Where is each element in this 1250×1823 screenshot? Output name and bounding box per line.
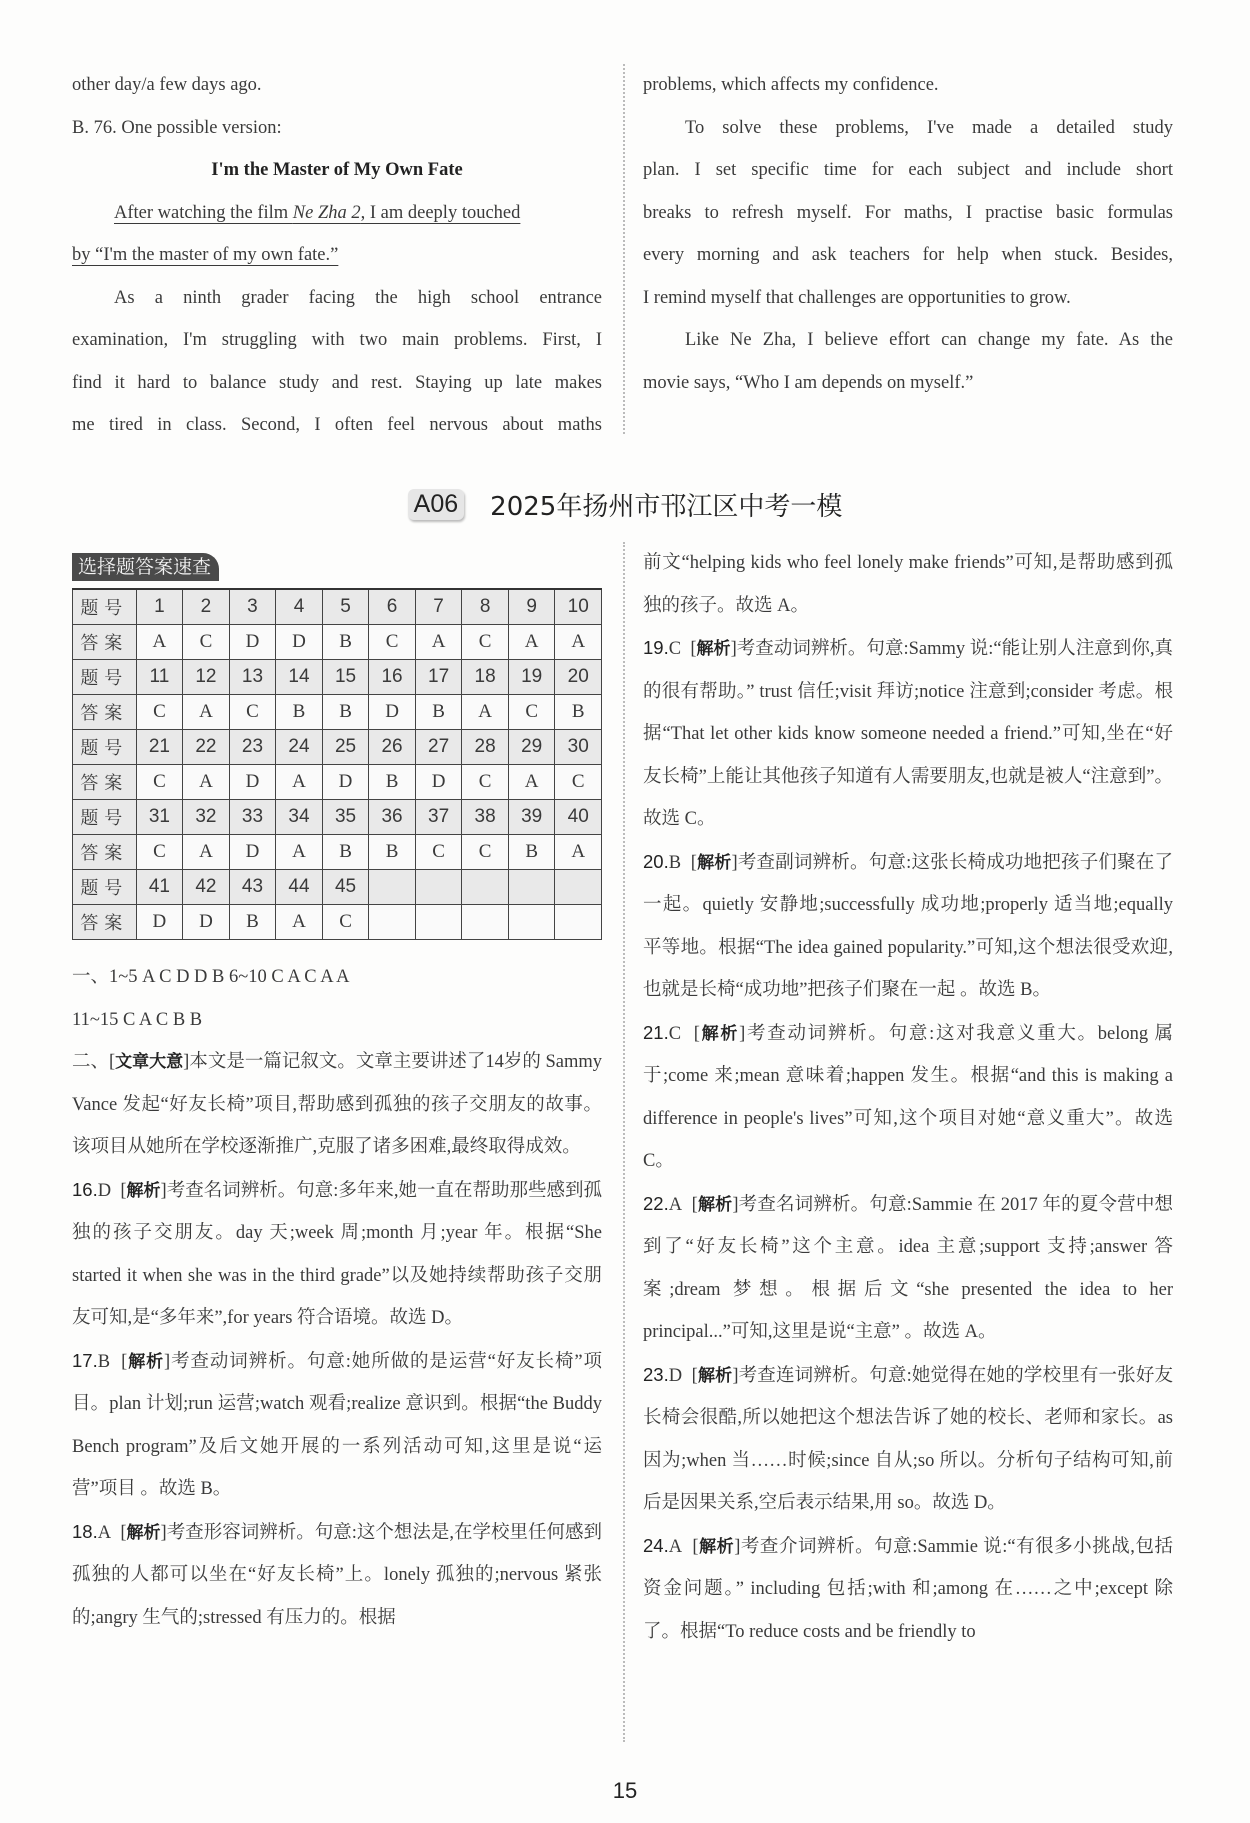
answer-cell: D — [415, 765, 462, 800]
answer-cell: A — [183, 695, 230, 730]
analysis-tag: 解析 — [126, 1180, 161, 1201]
answers-summary-2: 11~15 C A C B B — [72, 1009, 203, 1030]
explanation-text: 考查名词辨析。句意:Sammie 在 2017 年的夏令营中想到了“好友长椅”这个主意。idea 主意;support 支持;answer 答案;dream 梦想。根据后文“she presented the idea to her principal...”可知,这里是说“主意” 。故选 A。 — [643, 1194, 1173, 1342]
answer-cell: A — [276, 765, 323, 800]
essay-line: I remind myself that challenges are opportunities to grow. — [643, 287, 1071, 308]
answer-key-table — [72, 588, 602, 940]
question-number: 4 — [276, 589, 323, 625]
question-number: 35 — [322, 800, 369, 835]
explanation-item: 18.A [解析]考查形容词辨析。句意:这个想法是,在学校里任何感到孤独的人都可以坐在“好友长椅”上。lonely 孤独的;nervous 紧张的;angry 生气的;stressed 有压力的。根据 — [72, 1520, 602, 1628]
row-header: 题号 — [73, 730, 137, 765]
question-number: 41 — [136, 870, 183, 905]
row-header: 答案 — [73, 905, 137, 940]
answer-row — [73, 835, 602, 870]
answer-cell: A — [462, 695, 509, 730]
answer-cell: B — [415, 695, 462, 730]
answer-cell: A — [136, 625, 183, 660]
question-number: 2 — [183, 589, 230, 625]
answer-cell: B — [322, 695, 369, 730]
question-number: 44 — [276, 870, 323, 905]
question-number: 11 — [136, 660, 183, 695]
question-number: 22. — [643, 1192, 669, 1214]
explanation-text: 考查动词辨析。句意:这对我意义重大。belong 属于;come 来;mean 意味着;happen 发生。根据“and this is making a difference in people's lives”可知,这个项目对她“意义重大”。故选 C。 — [643, 1023, 1173, 1171]
question-number: 15 — [322, 660, 369, 695]
answer-cell: C — [183, 625, 230, 660]
answer-cell: B — [229, 905, 276, 940]
question-number: 42 — [183, 870, 230, 905]
answer-letter: A — [97, 1522, 112, 1543]
question-number: 16 — [369, 660, 416, 695]
section-header — [0, 486, 1250, 523]
question-number: 3 — [229, 589, 276, 625]
question-number: 25 — [322, 730, 369, 765]
answer-cell: A — [508, 625, 555, 660]
explanation-text: 考查名词辨析。句意:多年来,她一直在帮助那些感到孤独的孩子交朋友。day 天;week 周;month 月;year 年。根据“She started it when she was in the third grade”以及她持续帮助孩子交朋友可知,是“多年来”,for years 符合语境。故选 D。 — [72, 1180, 602, 1328]
text-line: B. 76. One possible version: — [72, 117, 282, 138]
question-number: 13 — [229, 660, 276, 695]
explanation-text: 考查连词辨析。句意:她觉得在她的学校里有一张好友长椅会很酷,所以她把这个想法告诉了她的校长、老师和家长。as 因为;when 当……时候;since 自从;so 所以。分析句子结构可知,前后是因果关系,空后表示结果,用 so。故选 D。 — [643, 1365, 1173, 1513]
answer-cell: A — [276, 905, 323, 940]
row-header: 题号 — [73, 589, 137, 625]
explanation-item: 17.B [解析]考查动词辨析。句意:她所做的是运营“好友长椅”项目。plan 计划;run 运营;watch 观看;realize 意识到。根据“the Buddy Bench program”及后文她开展的一系列活动可知,这里是说“运营”项目 。故选 B。 — [72, 1349, 602, 1499]
question-number: 16. — [72, 1178, 98, 1200]
answer-letter: D — [97, 1180, 112, 1201]
analysis-tag: 解析 — [126, 1522, 161, 1543]
answer-cell: C — [136, 835, 183, 870]
answer-cell — [462, 905, 509, 940]
row-header: 答案 — [73, 625, 137, 660]
summary-prefix: 二、[ — [72, 1052, 116, 1072]
answer-cell: C — [415, 835, 462, 870]
explanation-text: 考查形容词辨析。句意:这个想法是,在学校里任何感到孤独的人都可以坐在“好友长椅”上。lonely 孤独的;nervous 紧张的;angry 生气的;stressed 有压力的。根据 — [72, 1522, 602, 1628]
explanation-list — [643, 627, 1173, 1653]
explanation-item: 20.B [解析]考查副词辨析。句意:这张长椅成功地把孩子们聚在了一起。quietly 安静地;successfully 成功地;properly 适当地;equally 平等地。根据“The idea gained popularity.”可知,这个想法很受欢迎,也就是长椅“成功地”把孩子们聚在一起 。故选 B。 — [643, 850, 1173, 1000]
essay-line: breaks to refresh myself. For maths, I practise basic formulas — [643, 202, 1173, 223]
row-header: 题号 — [73, 870, 137, 905]
answer-cell: C — [322, 905, 369, 940]
explanation-item: 21.C [解析]考查动词辨析。句意:这对我意义重大。belong 属于;come 来;mean 意味着;happen 发生。根据“and this is making a difference in people's lives”可知,这个项目对她“意义重大”。故选 C。 — [643, 1021, 1173, 1171]
passage-summary — [72, 1041, 602, 1169]
answer-cell: C — [462, 625, 509, 660]
answer-cell: C — [136, 695, 183, 730]
explanation-item: 23.D [解析]考查连词辨析。句意:她觉得在她的学校里有一张好友长椅会很酷,所以她把这个想法告诉了她的校长、老师和家长。as 因为;when 当……时候;since 自从;so 所以。分析句子结构可知,前后是因果关系,空后表示结果,用 so。故选 D。 — [643, 1363, 1173, 1513]
answer-cell: D — [229, 835, 276, 870]
explanation-item: 19.C [解析]考查动词辨析。句意:Sammy 说:“能让别人注意到你,真的很有帮助。” trust 信任;visit 拜访;notice 注意到;consider 考虑。根据“That let other kids know someone needed a friend.”可知,坐在“好友长椅”上能让其他孩子知道有人需要朋友,也就是被人“注意到”。故选 C。 — [643, 637, 1173, 829]
column-divider — [623, 542, 625, 1742]
question-number-row — [73, 870, 602, 905]
essay-line: To solve these problems, I've made a detailed study — [685, 117, 1173, 138]
answer-cell — [369, 905, 416, 940]
section-title: 2025年扬州市邗江区中考一模 — [490, 492, 843, 522]
explanation-item: 22.A [解析]考查名词辨析。句意:Sammie 在 2017 年的夏令营中想到了“好友长椅”这个主意。idea 主意;support 支持;answer 答案;dream 梦想。根据后文“she presented the idea to her principal...”可知,这里是说“主意” 。故选 A。 — [643, 1192, 1173, 1342]
explanations-right — [643, 542, 1173, 1653]
answer-cell: C — [508, 695, 555, 730]
question-number: 19. — [643, 637, 669, 658]
question-number: 23 — [229, 730, 276, 765]
question-number-row — [73, 800, 602, 835]
question-number: 32 — [183, 800, 230, 835]
essay-opening-a: After watching the film — [114, 202, 293, 223]
essay-opening-b: , I am deeply touched — [360, 202, 521, 223]
answer-cell: A — [555, 835, 602, 870]
question-number: 43 — [229, 870, 276, 905]
answer-cell: B — [508, 835, 555, 870]
answer-cell: B — [555, 695, 602, 730]
answer-cell: D — [136, 905, 183, 940]
answer-letter: A — [668, 1536, 683, 1557]
answer-letter: C — [668, 639, 682, 659]
question-number: 20 — [555, 660, 602, 695]
answer-cell: A — [415, 625, 462, 660]
question-number: 6 — [369, 589, 416, 625]
analysis-tag: 解析 — [696, 639, 731, 659]
question-number-row — [73, 660, 602, 695]
explanation-list — [72, 1169, 602, 1640]
row-header: 答案 — [73, 695, 137, 730]
answer-cell: B — [369, 765, 416, 800]
question-number — [508, 870, 555, 905]
question-number: 10 — [555, 589, 602, 625]
answer-row — [73, 695, 602, 730]
answer-key-label: 选择题答案速查 — [72, 553, 219, 581]
answer-cell: A — [276, 835, 323, 870]
question-number: 14 — [276, 660, 323, 695]
answer-cell: D — [229, 625, 276, 660]
analysis-tag: 解析 — [697, 1365, 733, 1386]
answer-cell — [415, 905, 462, 940]
essay-column-right — [643, 64, 1173, 404]
answer-cell: D — [276, 625, 323, 660]
question-number: 30 — [555, 730, 602, 765]
explanation-text: 考查动词辨析。句意:Sammy 说:“能让别人注意到你,真的很有帮助。” trust 信任;visit 拜访;notice 注意到;consider 考虑。根据“That let other kids know someone needed a friend.”可知,坐在“好友长椅”上能让其他孩子知道有人需要朋友,也就是被人“注意到”。故选 C。 — [643, 639, 1173, 829]
summary-tag: 文章大意 — [115, 1052, 184, 1072]
analysis-tag: 解析 — [127, 1351, 165, 1372]
answer-row — [73, 905, 602, 940]
question-number: 21. — [643, 1021, 669, 1043]
answer-cell: D — [229, 765, 276, 800]
question-number-row — [73, 589, 602, 625]
answer-cell: C — [462, 765, 509, 800]
question-number — [415, 870, 462, 905]
answer-cell: A — [555, 625, 602, 660]
answer-cell: A — [183, 765, 230, 800]
question-number: 7 — [415, 589, 462, 625]
answer-letter: D — [668, 1365, 683, 1386]
question-number: 1 — [136, 589, 183, 625]
question-number: 37 — [415, 800, 462, 835]
question-number: 38 — [462, 800, 509, 835]
question-number: 8 — [462, 589, 509, 625]
question-number: 12 — [183, 660, 230, 695]
essay-opening-c: by “I'm the master of my own fate.” — [72, 245, 339, 265]
answer-cell: A — [183, 835, 230, 870]
question-number: 28 — [462, 730, 509, 765]
question-number: 34 — [276, 800, 323, 835]
essay-line: plan. I set specific time for each subject and include short — [643, 160, 1173, 180]
question-number: 18. — [72, 1520, 98, 1542]
essay-line: Like Ne Zha, I believe effort can change my fate. As the — [685, 330, 1173, 350]
question-number: 33 — [229, 800, 276, 835]
answer-cell: C — [136, 765, 183, 800]
page-number: 15 — [612, 1778, 638, 1803]
answers-summary-1: 一、1~5 A C D D B 6~10 C A C A A — [72, 967, 350, 987]
answer-cell — [508, 905, 555, 940]
answer-cell: C — [229, 695, 276, 730]
question-number: 29 — [508, 730, 555, 765]
answer-cell — [555, 905, 602, 940]
section-tag: A06 — [408, 489, 464, 520]
answer-cell: B — [322, 835, 369, 870]
essay-line: problems, which affects my confidence. — [643, 75, 939, 95]
analysis-tag: 解析 — [696, 852, 732, 873]
answer-row — [73, 765, 602, 800]
answer-cell: C — [462, 835, 509, 870]
question-number: 27 — [415, 730, 462, 765]
continued-explanation: 前文“helping kids who feel lonely make friends”可知,是帮助感到孤独的孩子。故选 A。 — [643, 553, 1173, 616]
row-header: 题号 — [73, 800, 137, 835]
answer-cell: B — [369, 835, 416, 870]
analysis-tag: 解析 — [699, 1023, 740, 1044]
question-number: 22 — [183, 730, 230, 765]
answer-cell: A — [508, 765, 555, 800]
essay-line: movie says, “Who I am depends on myself.” — [643, 372, 974, 393]
answer-cell: D — [183, 905, 230, 940]
question-number: 40 — [555, 800, 602, 835]
row-header: 答案 — [73, 765, 137, 800]
question-number: 21 — [136, 730, 183, 765]
explanation-text: 考查副词辨析。句意:这张长椅成功地把孩子们聚在了一起。quietly 安静地;successfully 成功地;properly 适当地;equally 平等地。根据“The idea gained popularity.”可知,这个想法很受欢迎,也就是长椅“成功地”把孩子们聚在一起 。故选 B。 — [643, 852, 1173, 1000]
essay-title: I'm the Master of My Own Fate — [211, 160, 463, 180]
essay-line: find it hard to balance study and rest. Staying up late makes — [72, 372, 602, 393]
essay-line: As a ninth grader facing the high school entrance — [114, 287, 602, 308]
question-number: 23. — [643, 1363, 669, 1385]
essay-column-left — [72, 64, 602, 447]
film-title: Ne Zha 2 — [292, 202, 361, 223]
analysis-tag: 解析 — [697, 1194, 733, 1215]
answer-letter: B — [668, 852, 682, 873]
question-number: 45 — [322, 870, 369, 905]
text-line: other day/a few days ago. — [72, 75, 262, 95]
answer-letter: B — [97, 1351, 111, 1372]
question-number: 39 — [508, 800, 555, 835]
question-number — [369, 870, 416, 905]
question-number — [462, 870, 509, 905]
answer-cell: B — [276, 695, 323, 730]
question-number: 5 — [322, 589, 369, 625]
analysis-tag: 解析 — [698, 1536, 735, 1557]
question-number: 17 — [415, 660, 462, 695]
explanation-item: 16.D [解析]考查名词辨析。句意:多年来,她一直在帮助那些感到孤独的孩子交朋友。day 天;week 周;month 月;year 年。根据“She started it when she was in the third grade”以及她持续帮助孩子交朋友可知,是“多年来”,for years 符合语境。故选 D。 — [72, 1178, 602, 1328]
answer-cell: C — [555, 765, 602, 800]
row-header: 题号 — [73, 660, 137, 695]
question-number: 18 — [462, 660, 509, 695]
answer-cell: C — [369, 625, 416, 660]
question-number: 24 — [276, 730, 323, 765]
answer-letter: A — [668, 1194, 683, 1215]
essay-line: examination, I'm struggling with two main problems. First, I — [72, 330, 602, 350]
summary-text: ]本文是一篇记叙文。文章主要讲述了14岁的 Sammy Vance 发起“好友长椅”项目,帮助感到孤独的孩子交朋友的故事。该项目从她所在学校逐渐推广,克服了诸多困难,最终取得成效。 — [72, 1052, 602, 1157]
row-header: 答案 — [73, 835, 137, 870]
explanation-text: 考查动词辨析。句意:她所做的是运营“好友长椅”项目。plan 计划;run 运营;watch 观看;realize 意识到。根据“the Buddy Bench program”及后文她开展的一系列活动可知,这里是说“运营”项目 。故选 B。 — [72, 1351, 602, 1499]
question-number: 9 — [508, 589, 555, 625]
essay-line: every morning and ask teachers for help when stuck. Besides, — [643, 245, 1173, 265]
answer-cell: B — [322, 625, 369, 660]
answer-cell: D — [322, 765, 369, 800]
explanation-text: 考查介词辨析。句意:Sammie 说:“有很多小挑战,包括资金问题。” including 包括;with 和;among 在……之中;except 除了。根据“To reduce costs and be friendly to — [643, 1536, 1173, 1642]
question-number: 17. — [72, 1349, 98, 1371]
essay-opening-quote — [72, 234, 602, 277]
question-number: 24. — [643, 1534, 669, 1556]
answer-cell: D — [369, 695, 416, 730]
question-number-row — [73, 730, 602, 765]
explanations-left — [72, 956, 602, 1639]
essay-line: me tired in class. Second, I often feel nervous about maths — [72, 415, 602, 435]
question-number: 20. — [643, 850, 669, 872]
essay-opening — [72, 192, 602, 235]
question-number: 31 — [136, 800, 183, 835]
column-divider — [623, 64, 625, 434]
explanation-item: 24.A [解析]考查介词辨析。句意:Sammie 说:“有很多小挑战,包括资金问题。” including 包括;with 和;among 在……之中;except 除了。根据“To reduce costs and be friendly to — [643, 1534, 1173, 1642]
question-number: 26 — [369, 730, 416, 765]
answer-letter: C — [668, 1023, 682, 1044]
question-number — [555, 870, 602, 905]
question-number: 36 — [369, 800, 416, 835]
question-number: 19 — [508, 660, 555, 695]
answer-row — [73, 625, 602, 660]
